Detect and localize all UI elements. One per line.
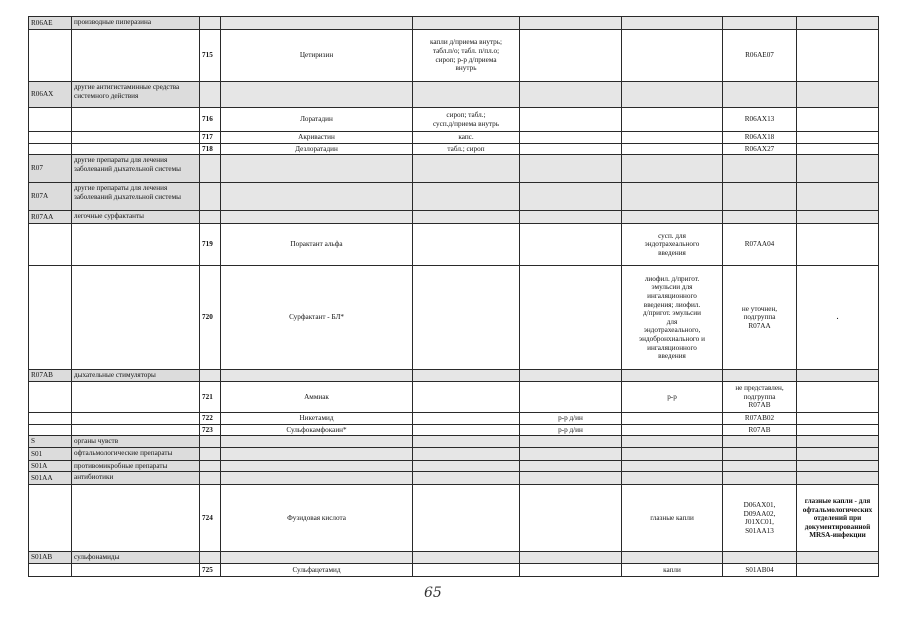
drug-name: Лоратадин <box>221 108 413 132</box>
empty-cell <box>520 460 622 472</box>
empty-cell <box>200 155 221 183</box>
empty-cell <box>520 211 622 224</box>
cell-line: подгруппа <box>743 392 776 401</box>
dosage-form-main <box>413 132 520 144</box>
empty-cell <box>723 436 797 448</box>
empty-cell <box>72 424 200 436</box>
cell-line: сусп.д/приема внутрь <box>432 119 500 128</box>
empty-cell <box>622 447 723 460</box>
empty-cell <box>200 183 221 211</box>
drug-number: 718 <box>200 143 221 155</box>
dosage-form-injection <box>520 108 622 132</box>
empty-cell <box>622 436 723 448</box>
cell-line: капли <box>663 565 681 574</box>
empty-cell <box>72 108 200 132</box>
dosage-form-injection <box>520 132 622 144</box>
cell-line: R07AB02 <box>744 413 775 422</box>
cell-line: R07AA <box>748 322 771 331</box>
restriction-note <box>797 412 879 424</box>
group-row <box>29 370 879 382</box>
empty-cell <box>72 381 200 412</box>
drug-number: 724 <box>200 485 221 552</box>
atc-group-name: производные пиперазина <box>72 17 200 30</box>
cell-line: подгруппа <box>743 313 776 322</box>
cell-line: не уточнен, <box>741 304 778 313</box>
empty-cell <box>797 436 879 448</box>
cell-line: ингаляционного <box>647 291 697 300</box>
empty-cell <box>723 155 797 183</box>
empty-cell <box>797 460 879 472</box>
empty-cell <box>797 17 879 30</box>
empty-cell <box>200 552 221 564</box>
atc-group-code: S01A <box>29 460 72 472</box>
empty-cell <box>72 30 200 82</box>
drug-name: Сульфацетамид <box>221 564 413 577</box>
group-row <box>29 460 879 472</box>
atc-code <box>723 412 797 424</box>
cell-line: введения <box>658 249 686 258</box>
drug-row <box>29 224 879 266</box>
empty-cell <box>29 132 72 144</box>
drug-name: Акривастин <box>221 132 413 144</box>
cell-line: сироп; р-р д/приема <box>435 55 497 64</box>
empty-cell <box>520 155 622 183</box>
cell-line: R06AX18 <box>744 133 775 141</box>
drug-row <box>29 485 879 552</box>
empty-cell <box>200 82 221 108</box>
drug-name: Никетамид <box>221 412 413 424</box>
atc-group-code: R06AE <box>29 17 72 30</box>
dosage-form-main <box>413 412 520 424</box>
cell-line: табл.; сироп <box>447 144 485 153</box>
cell-line: офтальмологических <box>802 505 873 514</box>
group-row <box>29 17 879 30</box>
empty-cell <box>520 472 622 485</box>
empty-cell <box>29 108 72 132</box>
atc-code <box>723 224 797 266</box>
atc-group-name: сульфонамиды <box>72 552 200 564</box>
cell-line: отделений при <box>813 514 862 523</box>
cell-line: внутрь <box>455 64 477 73</box>
group-row <box>29 472 879 485</box>
drug-row <box>29 108 879 132</box>
dosage-form-main <box>413 30 520 82</box>
empty-cell <box>200 447 221 460</box>
empty-cell <box>520 17 622 30</box>
document-page <box>28 16 878 577</box>
atc-group-code: R07AB <box>29 370 72 382</box>
drug-row <box>29 564 879 577</box>
atc-group-code: S01AB <box>29 552 72 564</box>
atc-code <box>723 266 797 370</box>
empty-cell <box>29 143 72 155</box>
empty-cell <box>622 460 723 472</box>
atc-code <box>723 132 797 144</box>
restriction-note <box>797 30 879 82</box>
dosage-form-other <box>622 412 723 424</box>
dosage-form-main <box>413 108 520 132</box>
empty-cell <box>221 460 413 472</box>
dosage-form-injection <box>520 564 622 577</box>
atc-code <box>723 30 797 82</box>
cell-line: капс. <box>458 133 474 141</box>
drug-number: 715 <box>200 30 221 82</box>
empty-cell <box>413 155 520 183</box>
drug-row <box>29 30 879 82</box>
drug-classification-table <box>28 16 879 577</box>
atc-code <box>723 143 797 155</box>
cell-line: . <box>836 313 839 322</box>
restriction-note <box>797 224 879 266</box>
cell-line: документированной <box>804 522 871 531</box>
empty-cell <box>520 447 622 460</box>
drug-name: Фузидовая кислота <box>221 485 413 552</box>
atc-group-code: R07 <box>29 155 72 183</box>
dosage-form-injection <box>520 143 622 155</box>
atc-group-code: R07AA <box>29 211 72 224</box>
empty-cell <box>622 183 723 211</box>
dosage-form-other <box>622 266 723 370</box>
empty-cell <box>797 155 879 183</box>
empty-cell <box>520 370 622 382</box>
empty-cell <box>72 224 200 266</box>
empty-cell <box>723 447 797 460</box>
empty-cell <box>622 82 723 108</box>
cell-line: D09AA02, <box>743 509 776 518</box>
atc-code <box>723 108 797 132</box>
atc-group-name: другие препараты для лечения заболеваний дыхательной системы <box>72 183 200 211</box>
atc-group-code: S <box>29 436 72 448</box>
dosage-form-other <box>622 564 723 577</box>
empty-cell <box>221 472 413 485</box>
cell-line: сусп. для <box>658 231 686 240</box>
drug-name: Порактант альфа <box>221 224 413 266</box>
drug-name: Аммиак <box>221 381 413 412</box>
drug-row <box>29 412 879 424</box>
empty-cell <box>723 183 797 211</box>
empty-cell <box>797 472 879 485</box>
empty-cell <box>221 155 413 183</box>
restriction-note <box>797 266 879 370</box>
cell-line: S01AA13 <box>745 527 774 536</box>
dosage-form-main <box>413 564 520 577</box>
dosage-form-other <box>622 424 723 436</box>
drug-number: 722 <box>200 412 221 424</box>
empty-cell <box>200 211 221 224</box>
cell-line: эмульсии для <box>651 283 693 292</box>
group-row <box>29 183 879 211</box>
atc-group-name: органы чувств <box>72 436 200 448</box>
empty-cell <box>723 552 797 564</box>
empty-cell <box>221 436 413 448</box>
dosage-form-other <box>622 485 723 552</box>
empty-cell <box>221 211 413 224</box>
empty-cell <box>200 370 221 382</box>
cell-line: для <box>666 317 678 326</box>
empty-cell <box>29 564 72 577</box>
dosage-form-injection <box>520 485 622 552</box>
empty-cell <box>72 412 200 424</box>
drug-row <box>29 132 879 144</box>
empty-cell <box>622 211 723 224</box>
empty-cell <box>221 447 413 460</box>
cell-line: S01AB04 <box>745 565 774 574</box>
empty-cell <box>413 183 520 211</box>
empty-cell <box>29 266 72 370</box>
empty-cell <box>413 370 520 382</box>
atc-group-name: дыхательные стимуляторы <box>72 370 200 382</box>
empty-cell <box>797 82 879 108</box>
empty-cell <box>72 266 200 370</box>
empty-cell <box>221 183 413 211</box>
empty-cell <box>520 82 622 108</box>
drug-name: Сульфокамфокаин* <box>221 424 413 436</box>
atc-group-name: другие препараты для лечения заболеваний дыхательной системы <box>72 155 200 183</box>
cell-line: д/пригот. эмульсии <box>643 309 701 318</box>
dosage-form-main <box>413 381 520 412</box>
empty-cell <box>72 143 200 155</box>
empty-cell <box>622 552 723 564</box>
empty-cell <box>29 30 72 82</box>
empty-cell <box>413 472 520 485</box>
page-number: 65 <box>424 585 442 601</box>
atc-code <box>723 424 797 436</box>
empty-cell <box>520 552 622 564</box>
group-row <box>29 436 879 448</box>
empty-cell <box>723 82 797 108</box>
drug-row <box>29 143 879 155</box>
empty-cell <box>723 472 797 485</box>
cell-line: R07AB <box>748 401 771 410</box>
cell-line: R06AE07 <box>745 51 774 60</box>
empty-cell <box>520 436 622 448</box>
dosage-form-main <box>413 224 520 266</box>
restriction-note <box>797 564 879 577</box>
empty-cell <box>413 447 520 460</box>
cell-line: эндотрахеального, <box>643 326 701 335</box>
drug-name: Сурфактант - БЛ* <box>221 266 413 370</box>
restriction-note <box>797 143 879 155</box>
restriction-note <box>797 424 879 436</box>
drug-number: 721 <box>200 381 221 412</box>
drug-row <box>29 266 879 370</box>
cell-line: R06AX27 <box>744 144 775 153</box>
empty-cell <box>413 211 520 224</box>
empty-cell <box>723 211 797 224</box>
cell-line: R07AA04 <box>744 240 775 249</box>
empty-cell <box>221 552 413 564</box>
empty-cell <box>797 370 879 382</box>
dosage-form-injection <box>520 266 622 370</box>
empty-cell <box>29 381 72 412</box>
drug-name: Цетиризин <box>221 30 413 82</box>
dosage-form-main <box>413 424 520 436</box>
empty-cell <box>413 436 520 448</box>
cell-line: введения; лиофил. <box>643 300 701 309</box>
empty-cell <box>723 17 797 30</box>
cell-line: R06AX13 <box>744 115 775 124</box>
empty-cell <box>72 132 200 144</box>
empty-cell <box>29 224 72 266</box>
dosage-form-other <box>622 143 723 155</box>
atc-group-code: R06AX <box>29 82 72 108</box>
atc-group-code: S01AA <box>29 472 72 485</box>
empty-cell <box>221 17 413 30</box>
cell-line: глазные капли - для <box>804 496 871 505</box>
dosage-form-other <box>622 381 723 412</box>
cell-line: эндобронхиального и <box>639 335 705 344</box>
dosage-form-injection <box>520 381 622 412</box>
restriction-note <box>797 381 879 412</box>
cell-line: J01XC01, <box>745 518 774 527</box>
cell-line: лиофил. д/пригот. <box>644 274 700 283</box>
atc-group-code: R07A <box>29 183 72 211</box>
restriction-note <box>797 108 879 132</box>
drug-row <box>29 381 879 412</box>
cell-line: эндотрахеального <box>644 240 700 249</box>
empty-cell <box>413 460 520 472</box>
cell-line: R07AB <box>748 425 771 434</box>
dosage-form-other <box>622 132 723 144</box>
empty-cell <box>797 447 879 460</box>
drug-name: Дезлоратадин <box>221 143 413 155</box>
group-row <box>29 552 879 564</box>
atc-group-name: антибиотики <box>72 472 200 485</box>
empty-cell <box>520 183 622 211</box>
restriction-note <box>797 132 879 144</box>
cell-line: MRSA-инфекции <box>809 531 866 540</box>
empty-cell <box>622 17 723 30</box>
empty-cell <box>797 211 879 224</box>
drug-number: 719 <box>200 224 221 266</box>
dosage-form-main <box>413 266 520 370</box>
empty-cell <box>200 436 221 448</box>
empty-cell <box>622 472 723 485</box>
empty-cell <box>72 485 200 552</box>
empty-cell <box>221 370 413 382</box>
empty-cell <box>413 82 520 108</box>
cell-line: глазные капли <box>650 514 694 523</box>
drug-row <box>29 424 879 436</box>
dosage-form-other <box>622 108 723 132</box>
group-row <box>29 82 879 108</box>
empty-cell <box>221 82 413 108</box>
drug-number: 720 <box>200 266 221 370</box>
atc-code <box>723 485 797 552</box>
dosage-form-injection <box>520 30 622 82</box>
atc-group-name: офтальмологические препараты <box>72 447 200 460</box>
dosage-form-other <box>622 30 723 82</box>
empty-cell <box>622 370 723 382</box>
empty-cell <box>29 424 72 436</box>
empty-cell <box>797 183 879 211</box>
group-row <box>29 155 879 183</box>
dosage-form-injection: р-р д/ин <box>520 412 622 424</box>
empty-cell <box>200 460 221 472</box>
empty-cell <box>413 552 520 564</box>
empty-cell <box>723 370 797 382</box>
dosage-form-injection: р-р д/ин <box>520 424 622 436</box>
cell-line: сироп; табл.; <box>446 110 486 119</box>
group-row <box>29 447 879 460</box>
cell-line: ингаляционного <box>647 343 697 352</box>
atc-group-name: легочные сурфактанты <box>72 211 200 224</box>
cell-line: введения <box>658 352 686 361</box>
dosage-form-other <box>622 224 723 266</box>
empty-cell <box>723 460 797 472</box>
restriction-note <box>797 485 879 552</box>
dosage-form-main <box>413 485 520 552</box>
empty-cell <box>797 552 879 564</box>
cell-line: р-р <box>667 392 677 401</box>
cell-line: не представлен, <box>735 383 784 392</box>
empty-cell <box>29 412 72 424</box>
empty-cell <box>29 485 72 552</box>
empty-cell <box>200 17 221 30</box>
dosage-form-main <box>413 143 520 155</box>
atc-group-name: другие антигистаминные средства системного действия <box>72 82 200 108</box>
cell-line: D06AX01, <box>743 501 776 510</box>
empty-cell <box>72 564 200 577</box>
empty-cell <box>413 17 520 30</box>
empty-cell <box>200 472 221 485</box>
atc-code <box>723 381 797 412</box>
empty-cell <box>622 155 723 183</box>
atc-group-code: S01 <box>29 447 72 460</box>
drug-number: 723 <box>200 424 221 436</box>
drug-number: 725 <box>200 564 221 577</box>
drug-number: 716 <box>200 108 221 132</box>
atc-group-name: противомикробные препараты <box>72 460 200 472</box>
dosage-form-injection <box>520 224 622 266</box>
cell-line: табл.п/о; табл. п/пл.о; <box>432 46 500 55</box>
group-row <box>29 211 879 224</box>
cell-line: капли д/приема внутрь; <box>429 38 503 47</box>
drug-number: 717 <box>200 132 221 144</box>
atc-code <box>723 564 797 577</box>
